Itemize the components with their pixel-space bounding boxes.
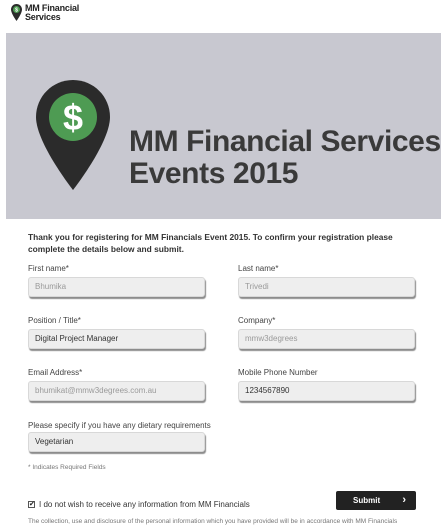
top-bar: [0, 0, 447, 31]
last-name-label: Last name*: [238, 264, 279, 273]
hero-banner: [6, 33, 441, 219]
privacy-footer-text: The collection, use and disclosure of the personal information which you have provided will be in accordance with MM Financials: [28, 518, 398, 525]
header-logo-text: [25, 4, 79, 22]
first-name-label: First name*: [28, 264, 69, 273]
position-label: Position / Title*: [28, 316, 81, 325]
required-fields-note: * Indicates Required Fields: [28, 464, 106, 471]
phone-input[interactable]: [238, 381, 415, 401]
position-input[interactable]: [28, 329, 205, 349]
company-placeholder: mmw3degrees: [245, 334, 298, 343]
phone-label: Mobile Phone Number: [238, 368, 318, 377]
logo-line-2: Services: [25, 12, 61, 22]
checkmark-icon: ✔: [29, 501, 35, 508]
submit-label: Submit: [353, 496, 381, 505]
intro-text: Thank you for registering for MM Financials Event 2015. To confirm your registration please complete the details below and submit.: [28, 232, 393, 254]
opt-out-checkbox[interactable]: [28, 501, 35, 508]
company-label: Company*: [238, 316, 276, 325]
logo-pin-icon: [11, 4, 22, 21]
logo-line-1: MM Financial: [25, 3, 80, 13]
phone-value: 1234567890: [245, 386, 290, 395]
hero-title-line-2: Events 2015: [129, 157, 299, 190]
hero-title: [129, 126, 441, 190]
last-name-input[interactable]: [238, 277, 415, 297]
email-placeholder: bhumikat@mmw3degrees.com.au: [35, 386, 157, 395]
svg-text:$: $: [15, 7, 18, 14]
first-name-placeholder: Bhumika: [35, 282, 67, 291]
dollar-pin-icon: [36, 80, 110, 190]
position-value: Digital Project Manager: [35, 334, 119, 343]
dietary-label: Please specify if you have any dietary requirements: [28, 421, 211, 430]
company-input[interactable]: [238, 329, 415, 349]
header-logo[interactable]: [11, 4, 79, 22]
first-name-input[interactable]: [28, 277, 205, 297]
last-name-placeholder: Trivedi: [245, 282, 269, 291]
opt-out-label[interactable]: I do not wish to receive any information from MM Financials: [39, 500, 250, 509]
dietary-input[interactable]: [28, 432, 205, 452]
email-label: Email Address*: [28, 368, 83, 377]
dietary-value: Vegetarian: [35, 437, 74, 446]
dollar-symbol: $: [62, 97, 84, 138]
hero-title-line-1: MM Financial Services: [129, 125, 441, 158]
email-input[interactable]: [28, 381, 205, 401]
chevron-right-icon: ›: [402, 494, 406, 506]
submit-button[interactable]: [336, 491, 416, 510]
